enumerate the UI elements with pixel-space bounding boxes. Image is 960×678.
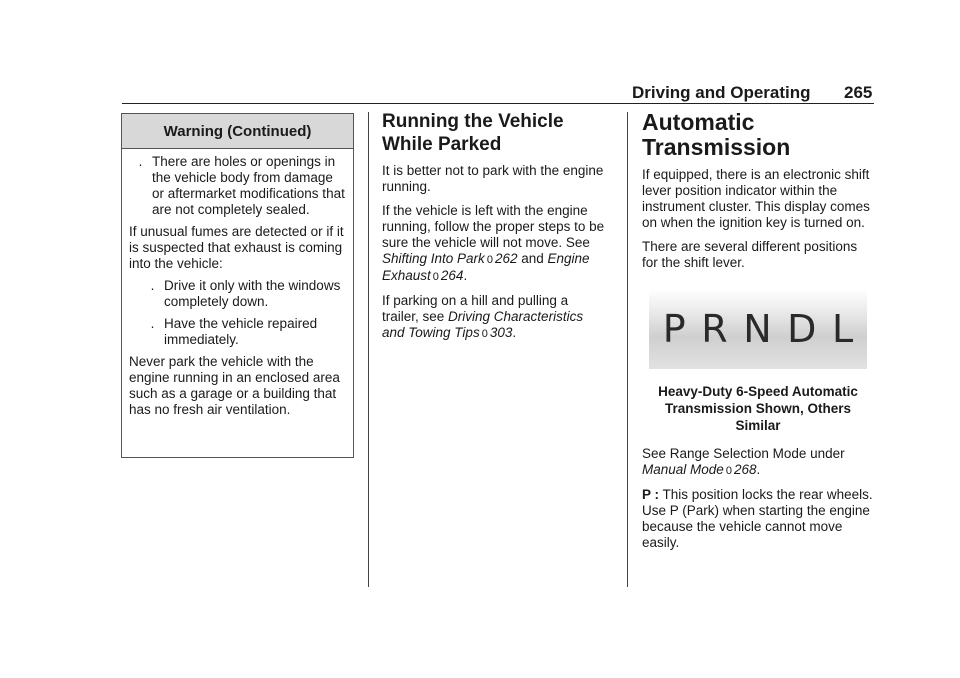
reference-arrow-icon: 0	[481, 328, 488, 340]
header-rule	[122, 103, 874, 104]
bullet-mark: .	[150, 278, 155, 293]
column-divider-1	[368, 112, 369, 587]
warning-paragraph: If unusual fumes are detected or if it is suspected that exhaust is coming into the vehicle:	[129, 224, 344, 271]
cross-reference-link[interactable]: Manual Mode	[642, 462, 724, 477]
shift-position-n: N	[743, 307, 772, 351]
paragraph	[382, 203, 608, 285]
paragraph	[642, 487, 874, 551]
paragraph: It is better not to park with the engine running.	[382, 163, 604, 194]
warning-bullet	[129, 278, 347, 310]
paragraph	[642, 446, 874, 479]
paragraph-text: .	[463, 268, 468, 283]
cross-reference-link[interactable]: Shifting Into Park	[382, 251, 485, 266]
paragraph-text: .	[512, 325, 517, 340]
shift-position-r: R	[701, 307, 728, 351]
column-automatic-transmission	[642, 110, 874, 559]
bullet-text: There are holes or openings in the vehicle body from damage or aftermarket modifications that are not completely sealed.	[152, 154, 345, 217]
page-reference[interactable]: 303	[489, 325, 513, 340]
bullet-text: Have the vehicle repaired immediately.	[164, 316, 318, 347]
warning-bullet	[129, 154, 347, 218]
bullet-mark: .	[138, 154, 143, 169]
position-label: P :	[642, 487, 660, 502]
page-reference[interactable]: 262	[494, 251, 518, 266]
warning-box	[121, 113, 354, 458]
warning-body	[122, 149, 353, 418]
paragraph-text: This position locks the rear wheels. Use P (Park) when starting the engine because the vehicle cannot move easily.	[642, 487, 873, 550]
reference-arrow-icon: 0	[486, 254, 493, 266]
section-heading: Automatic Transmission	[642, 109, 791, 160]
reference-arrow-icon: 0	[432, 271, 439, 283]
paragraph: There are several different positions for the shift lever.	[642, 239, 858, 270]
cross-reference-link[interactable]: Driving Characteristics and Towing Tips	[382, 309, 584, 340]
paragraph-text: If parking on a hill and pulling a trailer, see	[382, 293, 569, 324]
reference-arrow-icon: 0	[725, 465, 732, 477]
shift-indicator-image	[649, 289, 867, 369]
paragraph: If equipped, there is an electronic shift lever position indicator within the instrument cluster. This display comes on when the ignition key is turned on.	[642, 167, 870, 230]
figure-caption: Heavy-Duty 6-Speed Automatic Transmission Shown, Others Similar	[658, 384, 858, 433]
page-header-title: Driving and Operating	[632, 83, 811, 102]
page-number: 265	[844, 83, 873, 102]
shift-position-d: D	[787, 307, 817, 351]
paragraph-text: and	[517, 251, 548, 266]
bullet-text: Drive it only with the windows completely down.	[164, 278, 341, 309]
paragraph	[382, 293, 608, 342]
section-heading: Running the Vehicle While Parked	[382, 111, 564, 155]
column-divider-2	[627, 112, 628, 587]
page-reference[interactable]: 268	[733, 462, 757, 477]
page-reference[interactable]: 264	[440, 268, 464, 283]
column-running-vehicle	[382, 110, 608, 350]
shift-position-p: P	[662, 307, 686, 351]
bullet-mark: .	[150, 316, 155, 331]
warning-title: Warning (Continued)	[122, 114, 353, 149]
paragraph-text: See Range Selection Mode under	[642, 446, 845, 461]
paragraph-text: If the vehicle is left with the engine running, follow the proper steps to be sure the vehicle will not move. See	[382, 203, 605, 250]
shift-position-l: L	[831, 307, 854, 351]
paragraph-text: .	[756, 462, 761, 477]
cross-reference-link[interactable]: Engine Exhaust	[382, 251, 590, 283]
warning-paragraph: Never park the vehicle with the engine running in an enclosed area such as a garage or a building that has no fresh air ventilation.	[129, 354, 340, 417]
warning-bullet	[129, 316, 347, 348]
